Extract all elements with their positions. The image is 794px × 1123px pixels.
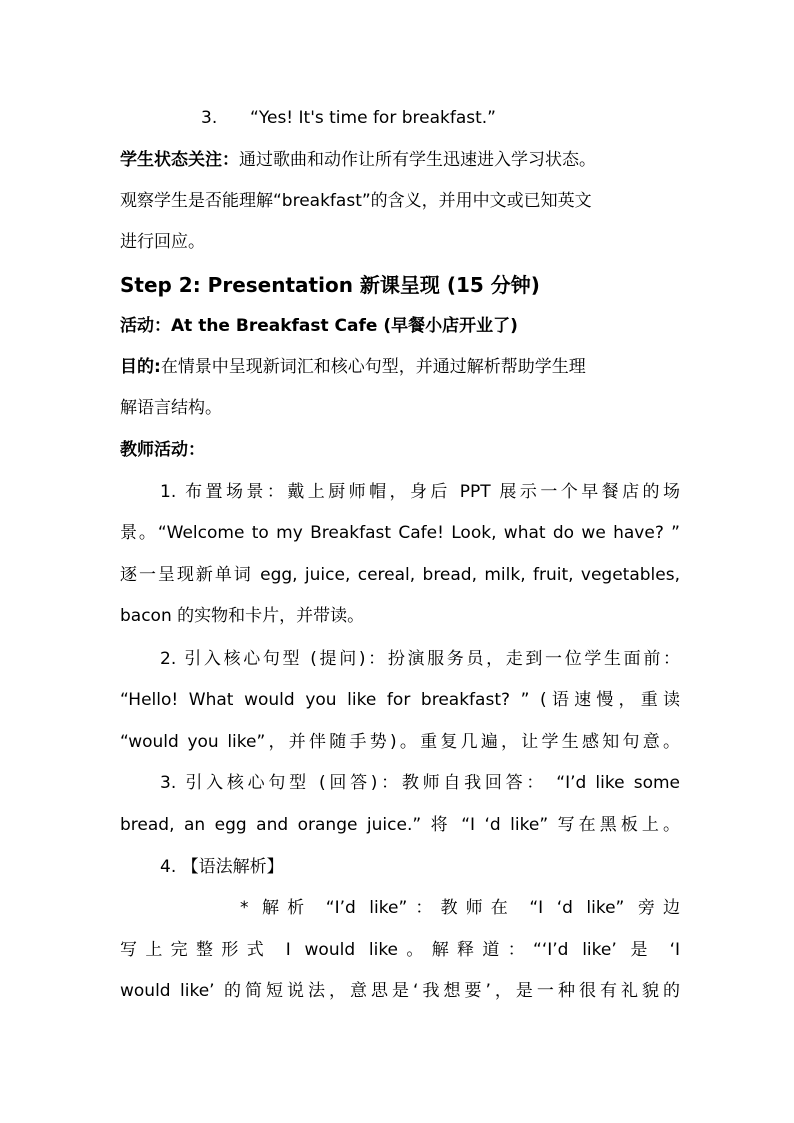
student-status-line (120, 148, 680, 172)
paragraph-line: 写上完整形式 I would like。解释道：“‘I’d like’ 是 ‘I (120, 940, 680, 960)
activity-line (120, 314, 680, 338)
paragraph-line: bacon 的实物和卡片，并带读。 (120, 606, 365, 626)
paragraph-line: 3. 引入核心句型 (回答)：教师自我回答： “I’d like some (160, 773, 680, 793)
paragraph-line: “Hello! What would you like for breakfast? ” (语速慢，重读 (120, 690, 680, 710)
paragraph-line: 景。“Welcome to my Breakfast Cafe! Look, what do we have? ” (120, 523, 680, 543)
paragraph-line: bread, an egg and orange juice.” 将 “I ‘d like” 写在黑板上。 (120, 815, 680, 835)
purpose-text: 在情景中呈现新词汇和核心句型，并通过解析帮助学生理 (160, 357, 586, 377)
purpose-line (120, 355, 680, 379)
list-item-3 (201, 106, 501, 130)
student-status-text: 通过歌曲和动作让所有学生迅速进入学习状态。 (239, 150, 596, 170)
teacher-activity-heading: 教师活动： (120, 440, 205, 460)
activity-label: 活动： (120, 316, 171, 336)
student-status-label: 学生状态关注： (120, 150, 239, 170)
step-heading: Step 2: Presentation 新课呈现 (15 分钟) (120, 273, 540, 297)
purpose-label: 目的: (120, 357, 161, 377)
activity-text: At the Breakfast Cafe (早餐小店开业了) (171, 316, 518, 336)
paragraph-line: 2. 引入核心句型 (提问)：扮演服务员，走到一位学生面前： (160, 649, 680, 669)
paragraph-line: 解语言结构。 (120, 398, 222, 418)
paragraph-line: would like’ 的简短说法，意思是‘我想要’，是一种很有礼貌的 (120, 981, 680, 1001)
paragraph-line: * 解析 “I’d like”：教师在 “I ‘d like” 旁边 (240, 898, 680, 918)
paragraph-line: 逐一呈现新单词 egg, juice, cereal, bread, milk, fruit, vegetables, (120, 565, 680, 585)
list-item-4: 4. 【语法解析】 (160, 857, 284, 877)
list-number: 3. (201, 108, 218, 128)
paragraph-line: 1. 布置场景：戴上厨师帽，身后 PPT 展示一个早餐店的场 (160, 482, 680, 502)
paragraph-line: 进行回应。 (120, 232, 205, 252)
paragraph-line: 观察学生是否能理解“breakfast”的含义，并用中文或已知英文 (120, 191, 592, 211)
paragraph-line: “would you like”，并伴随手势)。重复几遍，让学生感知句意。 (120, 732, 680, 752)
list-text: “Yes! It's time for breakfast.” (250, 108, 496, 128)
